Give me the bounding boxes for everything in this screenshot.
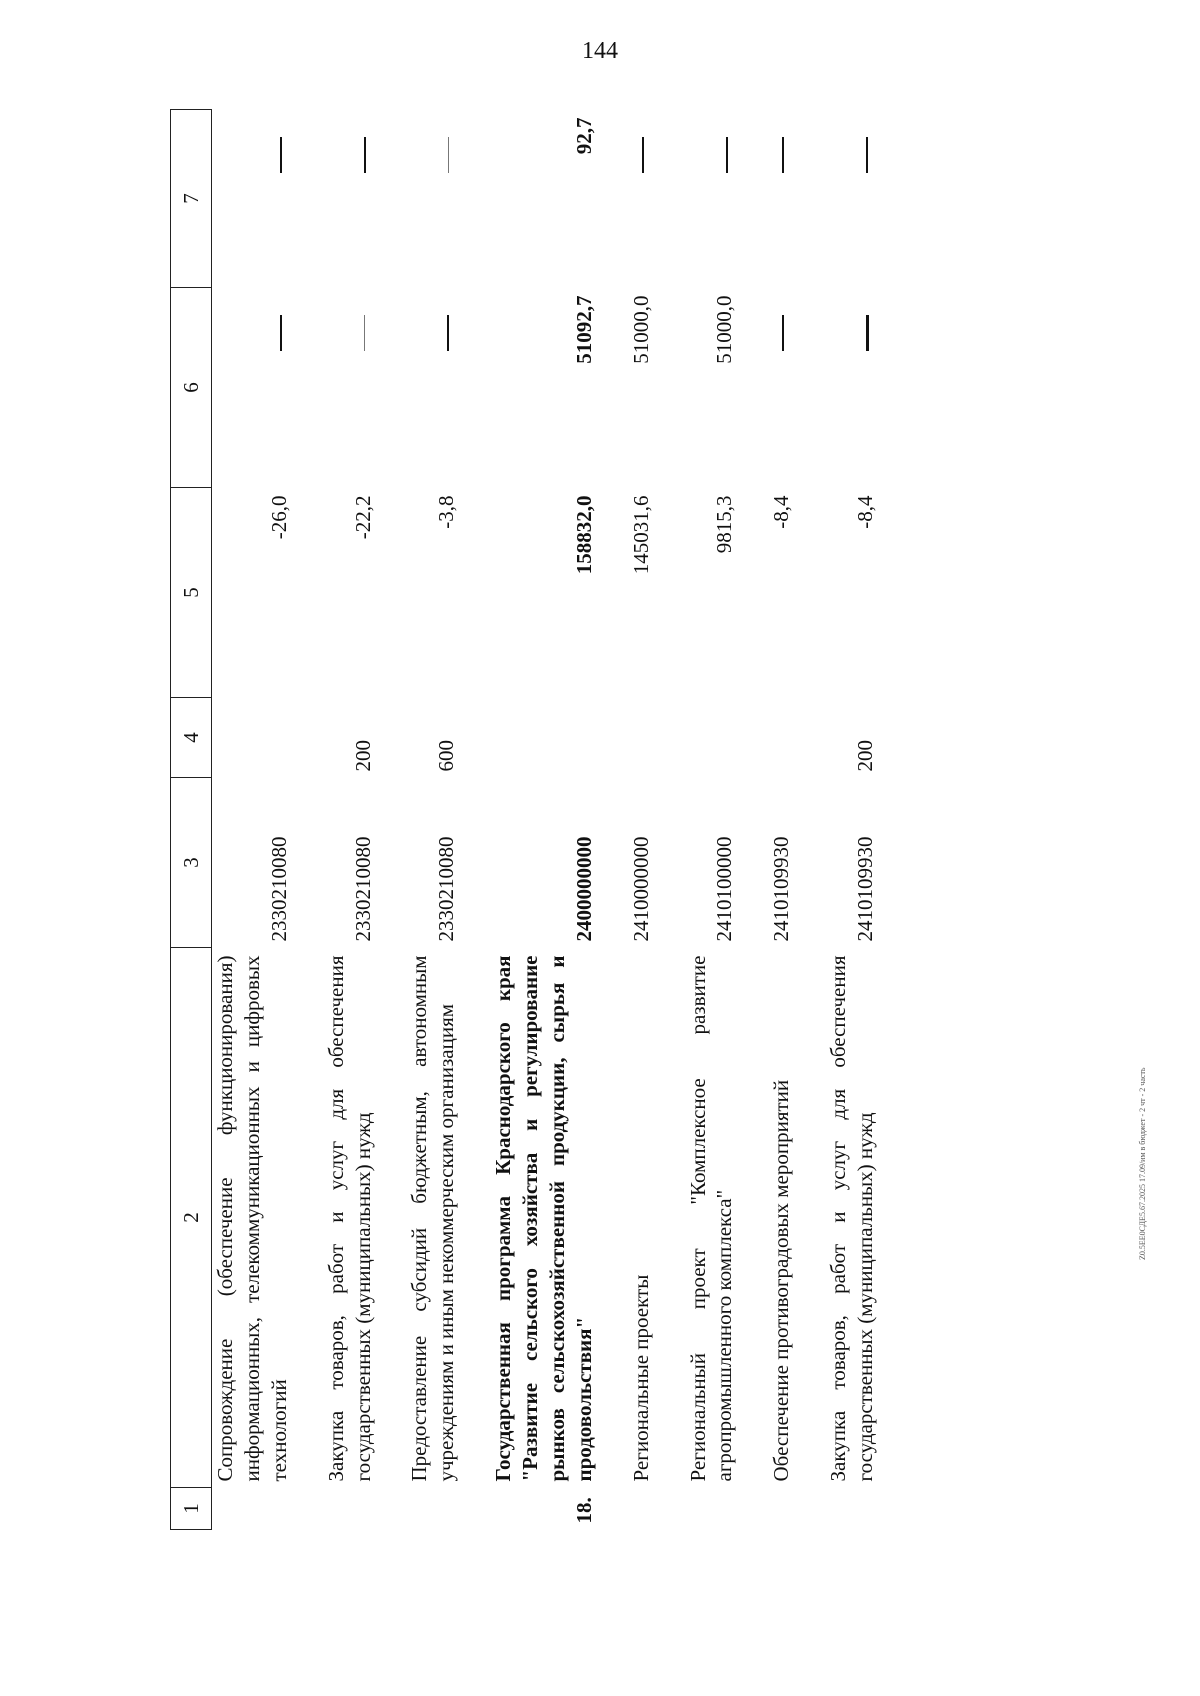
row-description: Региональный проект "Комплексное развитие агропромышленного комплекса" [685,955,737,1482]
table-row [476,110,614,1530]
row-index [671,1488,755,1530]
row-amount-5: -3,8 [434,495,459,529]
row-expense-type [614,698,671,778]
table-row [671,110,755,1530]
column-header-5: 5 [171,488,212,698]
column-header-1: 1 [171,1488,212,1530]
table-row [754,110,811,1530]
row-code: 2400000000 [571,836,596,942]
budget-table-rotated [170,110,1030,1530]
row-amount-7 [754,110,811,288]
row-code: 2330210080 [266,836,291,942]
row-expense-type [671,698,755,778]
row-amount-5: -8,4 [769,495,794,529]
row-amount-7 [671,110,755,288]
row-description: Региональные проекты [628,1274,653,1482]
dash-mark [364,138,366,174]
footer-code-text: Z0.5ЕЕ0СДЕ5.67.2025 17.09/им в бюджет - 2 чт - 2 часть [1138,1067,1147,1260]
column-header-3: 3 [171,778,212,948]
dash-mark [866,316,869,352]
row-amount-6 [811,288,895,488]
table-row [309,110,393,1530]
dash-mark [782,316,784,352]
row-amount-5: 9815,3 [712,495,737,554]
row-amount-6: 51000,0 [628,295,653,364]
budget-table [170,109,895,1530]
page-number: 144 [582,38,618,64]
row-amount-5: -8,4 [853,495,877,529]
row-description: Обеспечение противоградовых мероприятий [769,1079,794,1482]
row-amount-7: 92,7 [571,117,596,155]
table-row [614,110,671,1530]
column-header-6: 6 [171,288,212,488]
header-row [171,110,212,1530]
dash-mark [280,138,282,174]
row-description: Закупка товаров, работ и услуг для обеспечения государственных (муниципальных) нужд [323,955,375,1482]
row-index [754,1488,811,1530]
row-code: 2410000000 [628,836,653,942]
row-code: 2330210080 [350,836,375,942]
dash-mark [447,316,449,352]
row-expense-type [476,698,614,778]
row-expense-type: 600 [434,740,459,772]
row-code: 2330210080 [434,836,459,942]
dash-mark [280,316,282,352]
row-amount-6: 51092,7 [571,295,596,364]
row-index [212,1488,309,1530]
row-code: 2410109930 [769,836,794,942]
row-description: Предоставление субсидий бюджетным, автономным учреждениям и иным некоммерческим организациям [407,955,459,1482]
row-index [811,1488,895,1530]
column-header-4: 4 [171,698,212,778]
row-index [309,1488,393,1530]
dash-mark [782,138,784,174]
row-amount-7 [614,110,671,288]
row-description: Государственная программа Краснодарского края "Развитие сельского хозяйства и регулирование рынков сельскохозяйственной продукции, сырья и продовольствия" [491,955,596,1482]
row-amount-7 [392,110,476,288]
row-code: 2410100000 [712,836,737,942]
row-amount-5: -22,2 [350,495,375,540]
table-row [811,110,895,1530]
row-expense-type: 200 [853,740,877,772]
row-amount-5: 158832,0 [571,495,596,575]
row-expense-type [212,698,309,778]
dash-mark [448,138,449,174]
row-expense-type [754,698,811,778]
table-row [212,110,309,1530]
column-header-2: 2 [171,948,212,1488]
row-amount-6 [309,288,393,488]
row-amount-7 [212,110,309,288]
row-code: 2410109930 [853,836,877,942]
row-amount-6 [754,288,811,488]
row-amount-6: 51000,0 [712,295,737,364]
row-description: Закупка товаров, работ и услуг для обеспечения государственных (муниципальных) нужд [826,955,877,1482]
row-index [392,1488,476,1530]
row-index: 18. [571,1497,596,1524]
row-amount-6 [212,288,309,488]
row-expense-type: 200 [350,740,375,772]
row-amount-5: -26,0 [266,495,291,540]
dash-mark [726,138,728,174]
column-header-7: 7 [171,110,212,288]
dash-mark [642,138,644,174]
table-row [392,110,476,1530]
dash-mark [364,316,365,352]
row-amount-7 [309,110,393,288]
row-description: Сопровождение (обеспечение функционирования) информационных, телекоммуникационных и цифровых технологий [213,955,291,1482]
row-amount-7 [811,110,895,288]
row-index [614,1488,671,1530]
dash-mark [866,138,868,174]
row-amount-5: 145031,6 [628,495,653,575]
row-amount-6 [392,288,476,488]
